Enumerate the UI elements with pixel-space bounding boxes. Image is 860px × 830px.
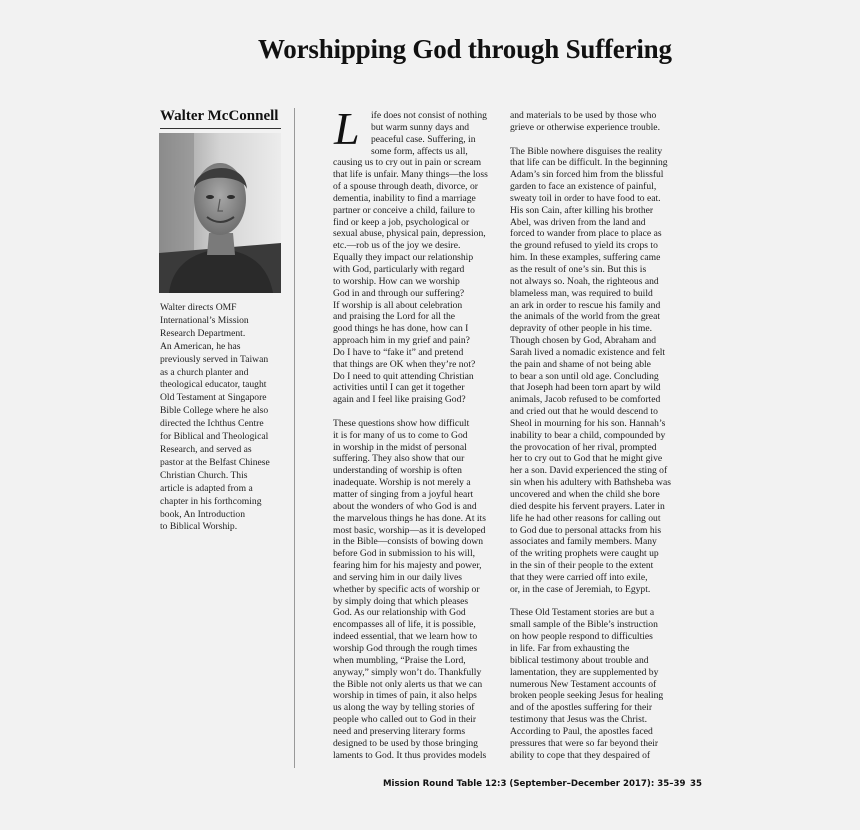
author-name: Walter McConnell — [160, 108, 279, 124]
text-line: Do I have to “fake it” and pretend — [333, 346, 464, 358]
text-line: find or keep a job, psychological or — [333, 216, 470, 228]
text-line: of the writing prophets were caught up — [510, 548, 659, 560]
text-line — [510, 596, 680, 608]
bio-line: Bible College where he also — [160, 405, 269, 417]
text-line: small sample of the Bible’s instruction — [510, 619, 658, 631]
text-line: that life is unfair. Many things—the loss — [333, 169, 488, 181]
text-line: or, in the case of Jeremiah, to Egypt. — [510, 583, 651, 595]
text-line: indeed essential, that we learn how to — [333, 631, 478, 643]
text-line: According to Paul, the apostles faced — [510, 725, 653, 737]
text-line: ife does not consist of nothing — [371, 110, 487, 121]
bio-line: Research Department. — [160, 327, 246, 339]
bio-line: Christian Church. This — [160, 469, 248, 481]
text-line: inability to bear a child, compounded by — [510, 429, 666, 441]
text-line: in the Bible—consists of bowing down — [333, 536, 484, 548]
author-divider — [160, 128, 281, 129]
text-line: sin when his adultery with Bathsheba was — [510, 477, 671, 489]
bio-line: previously served in Taiwan — [160, 353, 269, 365]
text-line: life he had other reasons for calling out — [510, 512, 661, 524]
text-line: inadequate. Worship is not merely a — [333, 477, 471, 489]
text-line: about the wonders of who God is and — [333, 500, 477, 512]
text-line: God. As our relationship with God — [333, 607, 466, 619]
page-number: 35 — [690, 779, 702, 789]
bio-line: International’s Mission — [160, 314, 249, 326]
text-line: Adam’s sin forced him from the blissful — [510, 169, 664, 181]
text-line: causing us to cry out in pain or scream — [333, 157, 482, 169]
text-line: before God in submission to his will, — [333, 548, 476, 560]
text-line: in life. Far from exhausting the — [510, 642, 630, 654]
text-line: of a spouse through death, divorce, or — [333, 181, 478, 193]
text-line: not always so. Noah, the righteous and — [510, 275, 659, 287]
text-line: it is for many of us to come to God — [333, 429, 468, 441]
column-divider — [294, 108, 295, 768]
text-line: but warm sunny days and — [371, 121, 470, 133]
text-line: to worship. How can we worship — [333, 275, 460, 287]
text-line: when mumbling, “Praise the Lord, — [333, 654, 466, 666]
text-line: approach him in my grief and pain? — [333, 335, 470, 347]
bio-line: An American, he has — [160, 340, 241, 352]
text-line: garden to face an existence of painful, — [510, 181, 657, 193]
text-line: understanding of worship is often — [333, 465, 462, 477]
text-line: the ground refused to yield its crops to — [510, 240, 658, 252]
text-line: need and preserving literary forms — [333, 725, 466, 737]
text-line: the marvelous things he has done. At its — [333, 512, 486, 524]
text-line: matter of singing from a joyful heart — [333, 489, 474, 500]
text-line: These questions show how difficult — [333, 417, 470, 429]
text-line: activities until I can get it together — [333, 382, 465, 394]
text-line: some form, affects us all, — [371, 145, 468, 157]
text-line: and of the apostles suffering for their — [510, 702, 653, 714]
text-line: biblical testimony about trouble and — [510, 654, 649, 666]
text-line: worship God through the rough times — [333, 642, 478, 654]
bio-line: for Biblical and Theological — [160, 431, 269, 443]
text-line: partner or conceive a child, failure to — [333, 204, 475, 216]
text-line: His son Cain, after killing his brother — [510, 204, 654, 216]
text-line: blameless man, was required to build — [510, 287, 653, 299]
text-line: These Old Testament stories are but a — [510, 607, 655, 619]
author-photo — [159, 133, 281, 293]
text-line: by simply doing that which pleases — [333, 595, 469, 607]
text-line: Sarah lived a nomadic existence and felt — [510, 346, 666, 358]
text-line: ability to cope that they despaired of — [510, 749, 651, 761]
bio-line: article is adapted from a — [160, 482, 253, 494]
bio-line: theological educator, taught — [160, 379, 267, 391]
text-line: depravity of other people in his time. — [510, 323, 653, 335]
drop-cap: L — [334, 103, 360, 154]
text-line: died despite his fervent prayers. Later in — [510, 500, 665, 512]
text-line: and praising the Lord for all the — [333, 311, 456, 323]
text-line: forced to wander from place to place as — [510, 228, 662, 240]
text-line: Though chosen by God, Abraham and — [510, 335, 657, 347]
text-line: broken people seeking Jesus for healing — [510, 690, 664, 702]
text-line: sexual abuse, physical pain, depression, — [333, 228, 486, 240]
text-line: good things he has done, how can I — [333, 323, 469, 335]
text-line: again and I feel like praising God? — [333, 394, 466, 406]
article-title: Worshipping God through Suffering — [258, 34, 672, 64]
text-line: to bear a son until old age. Concluding — [510, 370, 659, 382]
text-line: her a son. David experienced the sting of — [510, 465, 668, 477]
text-line: sweaty toil in order to have food to eat. — [510, 192, 661, 204]
text-line: on how people respond to difficulties — [510, 631, 653, 643]
text-line: numerous New Testament accounts of — [510, 678, 657, 690]
text-line: her to cry out to God that he might give — [510, 453, 663, 465]
text-line: testimony that Jesus was the Christ. — [510, 714, 647, 726]
bio-line: Walter directs OMF — [160, 302, 237, 313]
text-line: Equally they impact our relationship — [333, 252, 474, 264]
text-line — [333, 406, 503, 418]
text-line: the pain and shame of not being able — [510, 358, 651, 370]
text-line: lamentation, they are supplemented by — [510, 666, 659, 678]
text-line: anyway,” simply won’t do. Thankfully — [333, 666, 482, 678]
author-bio — [160, 302, 288, 534]
text-line: Do I need to quit attending Christian — [333, 370, 474, 382]
text-line: an ark in order to rescue his family and — [510, 299, 661, 311]
text-line: fearing him for his majesty and power, — [333, 560, 482, 572]
text-line: most basic, worship—as it is developed — [333, 524, 486, 536]
text-line: whether by specific acts of worship or — [333, 583, 480, 595]
text-line: the Bible not only alerts us that we can — [333, 678, 483, 690]
bio-line: Research, and served as — [160, 443, 252, 455]
bio-line: to Biblical Worship. — [160, 521, 238, 533]
text-line: peaceful case. Suffering, in — [371, 133, 476, 145]
text-line: in the sin of their people to the extent — [510, 560, 654, 572]
bio-line: book, An Introduction — [160, 508, 246, 520]
text-line: that they were carried off into exile, — [510, 571, 648, 583]
text-line: that Joseph had been torn apart by wild — [510, 382, 661, 394]
text-line: and cried out that he would descend to — [510, 406, 658, 418]
journal-citation: Mission Round Table 12:3 (September–December 2017): 35–39 — [383, 779, 686, 789]
text-line: The Bible nowhere disguises the reality — [510, 145, 663, 157]
text-line: encompasses all of life, it is possible, — [333, 619, 476, 631]
text-line: uncovered and when the child she bore — [510, 489, 660, 500]
text-line: the provocation of her rival, prompted — [510, 441, 657, 453]
text-line: laments to God. It thus provides models — [333, 749, 487, 761]
text-line: people who called out to God in their — [333, 714, 477, 726]
bio-line: chapter in his forthcoming — [160, 495, 262, 507]
article-column-2 — [510, 110, 680, 761]
text-line: Sheol in mourning for his son. Hannah’s — [510, 417, 666, 429]
text-line: to God due to personal attacks from his — [510, 524, 662, 536]
text-line: the animals of the world from the great — [510, 311, 660, 323]
text-line: designed to be used by those bringing — [333, 737, 478, 749]
text-line: that life can be difficult. In the beginning — [510, 157, 668, 169]
text-line — [510, 134, 680, 146]
text-line: dementia, inability to find a marriage — [333, 192, 476, 204]
text-line: in worship in the midst of personal — [333, 441, 467, 453]
text-line: and materials to be used by those who — [510, 110, 657, 121]
text-line: worship in times of pain, it also helps — [333, 690, 477, 702]
text-line: us along the way by telling stories of — [333, 702, 475, 714]
text-line: associates and family members. Many — [510, 536, 657, 548]
text-line: and serving him in our daily lives — [333, 571, 462, 583]
text-line: him. In these examples, suffering came — [510, 252, 661, 264]
bio-line: Old Testament at Singapore — [160, 392, 267, 404]
text-line: suffering. They also show that our — [333, 453, 465, 465]
bio-line: as a church planter and — [160, 366, 249, 378]
text-line: God in and through our suffering? — [333, 287, 465, 299]
text-line: that things are OK when they’re not? — [333, 358, 476, 370]
text-line: Abel, was driven from the land and — [510, 216, 646, 228]
text-line: animals, Jacob refused to be comforted — [510, 394, 661, 406]
text-line: as the result of one’s sin. But this is — [510, 263, 647, 275]
article-column-1 — [333, 110, 503, 761]
text-line: with God, particularly with regard — [333, 263, 465, 275]
text-line: grieve or otherwise experience trouble. — [510, 121, 660, 133]
bio-line: pastor at the Belfast Chinese — [160, 456, 270, 468]
text-line: pressures that were so far beyond their — [510, 737, 659, 749]
bio-line: directed the Ichthus Centre — [160, 418, 264, 430]
text-line: If worship is all about celebration — [333, 299, 463, 311]
text-line: etc.—rob us of the joy we desire. — [333, 240, 461, 252]
